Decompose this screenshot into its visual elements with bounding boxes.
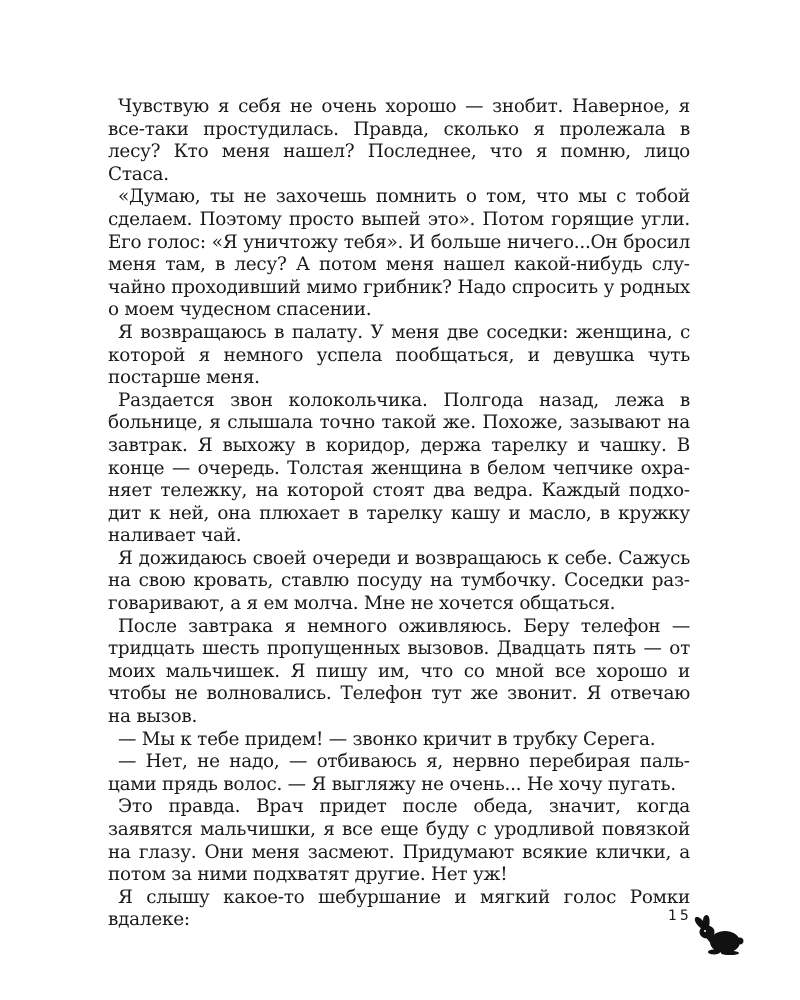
paragraph: Это правда. Врач придет после обеда, значит, когда заявятся мальчишки, я все еще буду с уродливой повязкой на глазу. Они меня засмеют. Придумают всякие клички, а потом за ними подхватят другие. Нет уж! (108, 796, 690, 886)
page-body-text (108, 96, 690, 932)
paragraph: — Нет, не надо, — отбиваюсь я, нервно перебирая пальцами прядь волос. — Я выгляжу не очень... Не хочу пугать. (108, 751, 690, 795)
paragraph: «Думаю, ты не захочешь помнить о том, что мы с тобой сделаем. Поэтому просто выпей это». Потом горящие угли. Его голос: «Я уничтожу тебя». И больше ничего...Он бросил меня там, в лесу? А потом меня нашел какой-нибудь случайно проходивший мимо грибник? Надо спросить у родных о моем чудесном спасении. (108, 186, 690, 321)
paragraph: Чувствую я себя не очень хорошо — знобит. Наверное, я все-таки простудилась. Правда, сколько я пролежала в лесу? Кто меня нашел? Последнее, что я помню, лицо Стаса. (108, 96, 690, 185)
paragraph: Раздается звон колокольчика. Полгода назад, лежа в больнице, я слышала точно такой же. Похоже, зазывают на завтрак. Я выхожу в коридор, держа тарелку и чашку. В конце — очередь. Толстая женщина в белом чепчике охраняет тележку, на которой стоят два ведра. Каждый подходит к ней, она плюхает в тарелку кашу и масло, в кружку наливает чай. (108, 389, 690, 547)
paragraph: Я возвращаюсь в палату. У меня две соседки: женщина, с которой я немного успела пообщаться, и девушка чуть постарше меня. (108, 321, 690, 389)
page-number: 15 (668, 908, 692, 924)
paragraph: Я слышу какое-то шебуршание и мягкий голос Ромки вдалеке: (108, 886, 690, 931)
paragraph: После завтрака я немного оживляюсь. Беру телефон — тридцать шесть пропущенных вызовов. Двадцать пять — от моих мальчишек. Я пишу им, что со мной все хорошо и чтобы не волновались. Телефон тут же звонит. Я отвечаю на вызов. (108, 615, 690, 728)
paragraph: — Мы к тебе придем! — звонко кричит в трубку Серега. (118, 728, 656, 750)
paragraph: Я дожидаюсь своей очереди и возвращаюсь к себе. Сажусь на свою кровать, ставлю посуду на тумбочку. Соседки разговаривают, а я ем молча. Мне не хочется общаться. (108, 547, 690, 615)
rabbit-icon (694, 915, 744, 955)
